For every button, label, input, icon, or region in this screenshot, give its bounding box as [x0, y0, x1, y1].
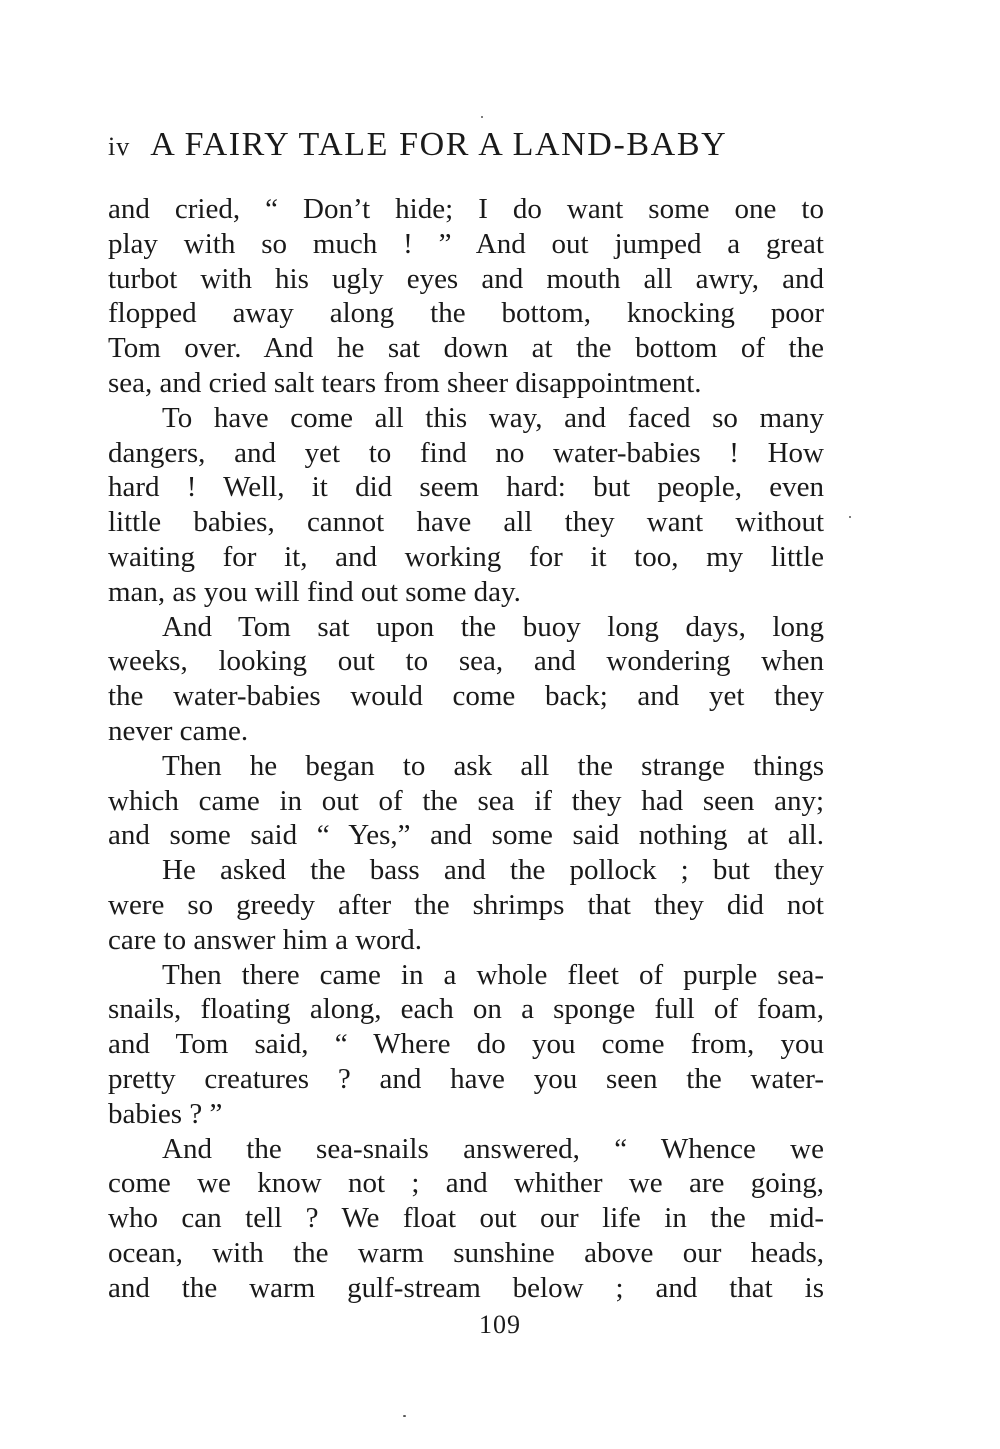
text-line: weeks, looking out to sea, and wondering when: [108, 645, 824, 678]
paragraph-start-line: To have come all this way, and faced so many: [162, 401, 824, 434]
text-line: waiting for it, and working for it too, my little: [108, 540, 824, 573]
text-line: the water-babies would come back; and yet they: [108, 680, 824, 713]
text-line: come we know not ; and whither we are going,: [108, 1167, 824, 1200]
header-folio: iv: [108, 132, 131, 161]
running-header: [108, 126, 824, 174]
text-line: who can tell ? We float out our life in the mid-: [108, 1202, 824, 1235]
text-line: pretty creatures ? and have you seen the water-: [108, 1062, 824, 1095]
text-line: sea, and cried salt tears from sheer disappointment.: [108, 366, 702, 399]
text-line: never came.: [108, 714, 249, 747]
text-line: Tom over. And he sat down at the bottom of the: [108, 332, 824, 365]
body-text: [108, 192, 824, 1306]
paragraph-start-line: And the sea-snails answered, “ Whence we: [162, 1132, 824, 1165]
paper-speck: [403, 1415, 406, 1417]
paragraph-start-line: He asked the bass and the pollock ; but they: [162, 854, 824, 887]
text-line: little babies, cannot have all they want without: [108, 506, 824, 539]
text-line: care to answer him a word.: [108, 923, 423, 956]
paragraph-start-line: And Tom sat upon the buoy long days, long: [162, 610, 824, 643]
paragraph-start-line: Then there came in a whole fleet of purple sea-: [162, 958, 824, 991]
paper-speck: [849, 516, 851, 518]
text-line: were so greedy after the shrimps that they did not: [108, 888, 824, 921]
text-line: ocean, with the warm sunshine above our heads,: [108, 1236, 824, 1269]
text-line: babies ? ”: [108, 1097, 223, 1130]
text-line: which came in out of the sea if they had seen any;: [108, 784, 824, 817]
text-line: and cried, “ Don’t hide; I do want some one to: [108, 193, 824, 225]
paragraph-start-line: Then he began to ask all the strange things: [162, 749, 824, 782]
text-line: turbot with his ugly eyes and mouth all awry, and: [108, 262, 824, 295]
text-line: play with so much ! ” And out jumped a great: [108, 227, 824, 260]
paper-speck: [481, 116, 483, 118]
text-line: hard ! Well, it did seem hard: but people, even: [108, 471, 824, 504]
text-line: and Tom said, “ Where do you come from, you: [108, 1028, 824, 1061]
text-line: snails, floating along, each on a sponge full of foam,: [108, 993, 824, 1026]
text-line: flopped away along the bottom, knocking poor: [108, 297, 824, 330]
text-line: and some said “ Yes,” and some said nothing at all.: [108, 819, 824, 852]
text-line: dangers, and yet to find no water-babies ! How: [108, 436, 824, 469]
header-title: A FAIRY TALE FOR A LAND-BABY: [150, 126, 728, 163]
text-line: man, as you will find out some day.: [108, 575, 521, 608]
text-line: and the warm gulf-stream below ; and that is: [108, 1271, 824, 1304]
page-number: 109: [479, 1310, 521, 1339]
